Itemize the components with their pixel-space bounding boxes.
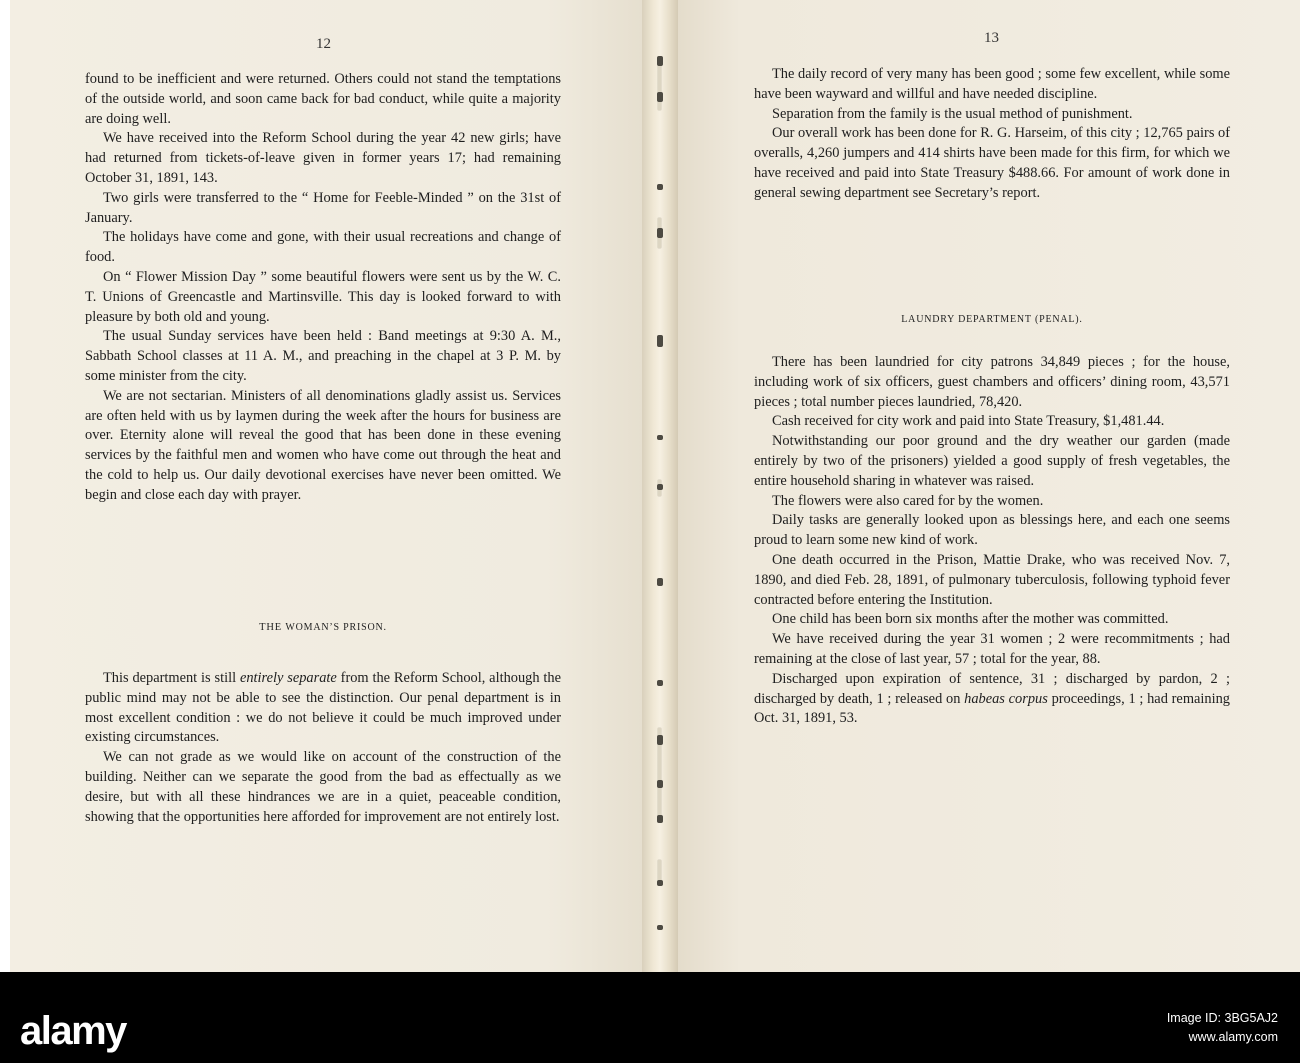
paragraph: The usual Sunday services have been held : Band meetings at 9:30 A. M., Sabbath School classes at 11 A. M., and preaching in the chapel at 3 P. M. by some minister from the city. [85, 328, 561, 384]
binding-stitch [657, 735, 663, 745]
footer-info [1167, 1009, 1278, 1047]
binding-stitch [657, 815, 663, 823]
binding-stitch [657, 435, 663, 440]
paragraph: Daily tasks are generally looked upon as blessings here, and each one seems proud to learn some new kind of work. [754, 512, 1230, 549]
paragraph: We have received during the year 31 women ; 2 were recommitments ; had remaining at the close of last year, 57 ; total for the year, 88. [754, 631, 1230, 667]
paragraph: Our overall work has been done for R. G. Harseim, of this city ; 12,765 pairs of overalls, 4,260 jumpers and 414 shirts have been made for this firm, for which we have received and paid into State Treasury $488.66. For amount of work done in general sewing department see Secretary’s report. [754, 125, 1230, 201]
binding-stitch [657, 92, 663, 102]
paragraph: On “ Flower Mission Day ” some beautiful flowers were sent us by the W. C. T. Unions of Greencastle and Martinsville. This day is looked forward to with pleasure by both old and young. [85, 268, 561, 325]
stock-footer-bar [0, 972, 1300, 1063]
binding-stitch [657, 228, 663, 238]
binding-stitch [657, 335, 663, 347]
paragraph: One death occurred in the Prison, Mattie Drake, who was received Nov. 7, 1890, and died Feb. 28, 1891, of pulmonary tuberculosis, following typhoid fever contracted before entering the Institution. [754, 551, 1230, 608]
paragraph: Two girls were transferred to the “ Home for Feeble-Minded ” on the 31st of January. [85, 189, 561, 226]
paragraph: There has been laundried for city patrons 34,849 pieces ; for the house, including work of six officers, guest chambers and officers’ dining room, 43,571 pieces ; total number pieces laundried, 78,420. [754, 354, 1230, 410]
binding-stitch [657, 925, 663, 930]
paragraph: We can not grade as we would like on account of the construction of the building. Neither can we separate the good from the bad as effectually as we desire, but with all these hindrances we are in a quiet, peaceable condition, showing that the opportunities here afforded for improvement are not entirely lost. [85, 749, 561, 825]
alamy-logo [20, 1006, 190, 1054]
binding-stitch [657, 56, 663, 66]
right-page [678, 0, 1300, 972]
binding-stitch [657, 578, 663, 586]
binding-stitch [657, 780, 663, 788]
left-text-column-bottom [85, 669, 561, 827]
binding-stitch [657, 680, 663, 686]
binding-stitch [657, 184, 663, 190]
paragraph: We have received into the Reform School during the year 42 new girls; have had returned from tickets-of-leave given in former years 17; had remaining October 31, 1891, 143. [85, 130, 561, 186]
paragraph: The holidays have come and gone, with their usual recreations and change of food. [85, 229, 561, 266]
paragraph: One child has been born six months after the mother was committed. [772, 611, 1169, 628]
paragraph: This department is still entirely separate from the Reform School, although the public mind may not be able to see the distinction. Our penal department is in most excellent condition : we do not believe it could be much improved under existing circumstances. [85, 670, 561, 746]
paragraph: The flowers were also cared for by the women. [772, 492, 1044, 509]
section-heading: THE WOMAN’S PRISON. [259, 622, 387, 633]
page-number: 13 [984, 30, 999, 46]
paragraph: Discharged upon expiration of sentence, 31 ; discharged by pardon, 2 ; discharged by death, 1 ; released on habeas corpus proceedings, 1 ; had remaining Oct. 31, 1891, 53. [754, 670, 1230, 727]
binding-stitch [657, 484, 663, 490]
left-page [10, 0, 642, 972]
section-heading: LAUNDRY DEPARTMENT (PENAL). [901, 314, 1083, 325]
left-text-column [85, 70, 561, 506]
paragraph: The daily record of very many has been good ; some few excellent, while some have been wayward and willful and have needed discipline. [754, 66, 1230, 102]
paragraph: found to be inefficient and were returned. Others could not stand the temptations of the outside world, and soon came back for bad conduct, while quite a majority are doing well. [85, 71, 561, 127]
book-binding [642, 0, 678, 972]
right-text-column [754, 65, 1230, 204]
paragraph: Separation from the family is the usual method of punishment. [772, 105, 1133, 122]
right-text-column-bottom [754, 353, 1230, 729]
image-id: Image ID: 3BG5AJ2 [1166, 1011, 1278, 1025]
binding-stitch [657, 880, 663, 886]
svg-text:alamy: alamy [20, 1009, 126, 1053]
paragraph: Notwithstanding our poor ground and the dry weather our garden (made entirely by two of the prisoners) yielded a good supply of fresh vegetables, the entire household sharing in whatever was raised. [754, 433, 1230, 489]
paragraph: Cash received for city work and paid into State Treasury, $1,481.44. [772, 413, 1165, 430]
paragraph: We are not sectarian. Ministers of all denominations gladly assist us. Services are often held with us by laymen during the week after the hours for business are over. Eternity alone will reveal the good that has been done in these evening services by the faithful men and women who have come out through the heat and the cold to help us. Our daily devotional exercises have never been omitted. We begin and close each day with prayer. [85, 387, 561, 503]
site-url: www.alamy.com [1188, 1030, 1278, 1044]
page-number: 12 [316, 36, 331, 52]
